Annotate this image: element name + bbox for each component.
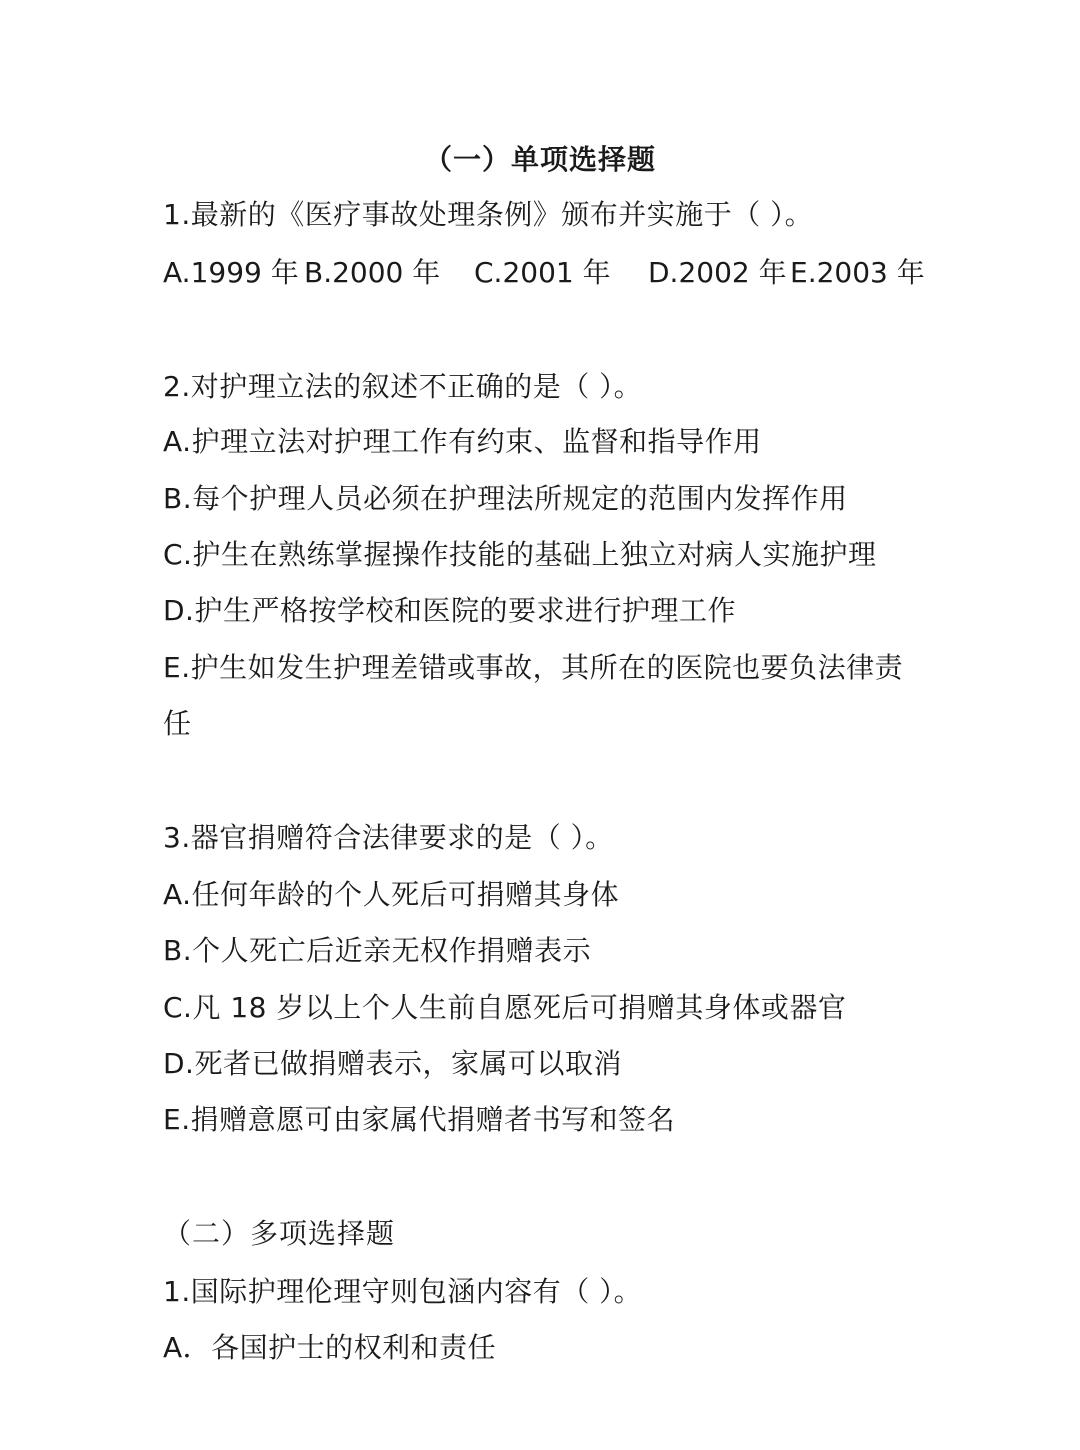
question-3-option-b: B.个人死亡后近亲无权作捐赠表示 bbox=[163, 934, 592, 967]
question-1-option-b: B.2000 年 bbox=[304, 256, 441, 289]
question-2-option-e: E.护生如发生护理差错或事故，其所在的医院也要负法律责 bbox=[163, 651, 904, 684]
question-2-option-e-continued: 任 bbox=[163, 707, 192, 740]
multi-question-1-stem: 1.国际护理伦理守则包涵内容有（ ）。 bbox=[163, 1275, 643, 1308]
question-3-option-c: C.凡 18 岁以上个人生前自愿死后可捐赠其身体或器官 bbox=[163, 991, 847, 1024]
question-1-option-c: C.2001 年 bbox=[474, 256, 611, 289]
question-2-option-b: B.每个护理人员必须在护理法所规定的范围内发挥作用 bbox=[163, 482, 848, 515]
question-1-option-e: E.2003 年 bbox=[790, 256, 925, 289]
question-1-option-d: D.2002 年 bbox=[648, 256, 787, 289]
question-2-option-a: A.护理立法对护理工作有约束、监督和指导作用 bbox=[163, 425, 762, 458]
question-2-stem: 2.对护理立法的叙述不正确的是（ ）。 bbox=[163, 370, 643, 403]
question-3-option-a: A.任何年龄的个人死后可捐赠其身体 bbox=[163, 878, 620, 911]
question-1-stem: 1.最新的《医疗事故处理条例》颁布并实施于（ ）。 bbox=[163, 198, 814, 231]
question-3-stem: 3.器官捐赠符合法律要求的是（ ）。 bbox=[163, 821, 614, 854]
question-3-option-d: D.死者已做捐赠表示，家属可以取消 bbox=[163, 1047, 622, 1080]
question-2-option-c: C.护生在熟练掌握操作技能的基础上独立对病人实施护理 bbox=[163, 538, 877, 571]
section-title-multiple-choice: （二）多项选择题 bbox=[163, 1217, 396, 1250]
question-3-option-e: E.捐赠意愿可由家属代捐赠者书写和签名 bbox=[163, 1103, 676, 1136]
section-title-single-choice: （一）单项选择题 bbox=[423, 143, 656, 176]
multi-question-1-option-a: A．各国护士的权利和责任 bbox=[163, 1331, 497, 1364]
question-2-option-d: D.护生严格按学校和医院的要求进行护理工作 bbox=[163, 594, 736, 627]
question-1-option-a: A.1999 年 bbox=[163, 256, 299, 289]
